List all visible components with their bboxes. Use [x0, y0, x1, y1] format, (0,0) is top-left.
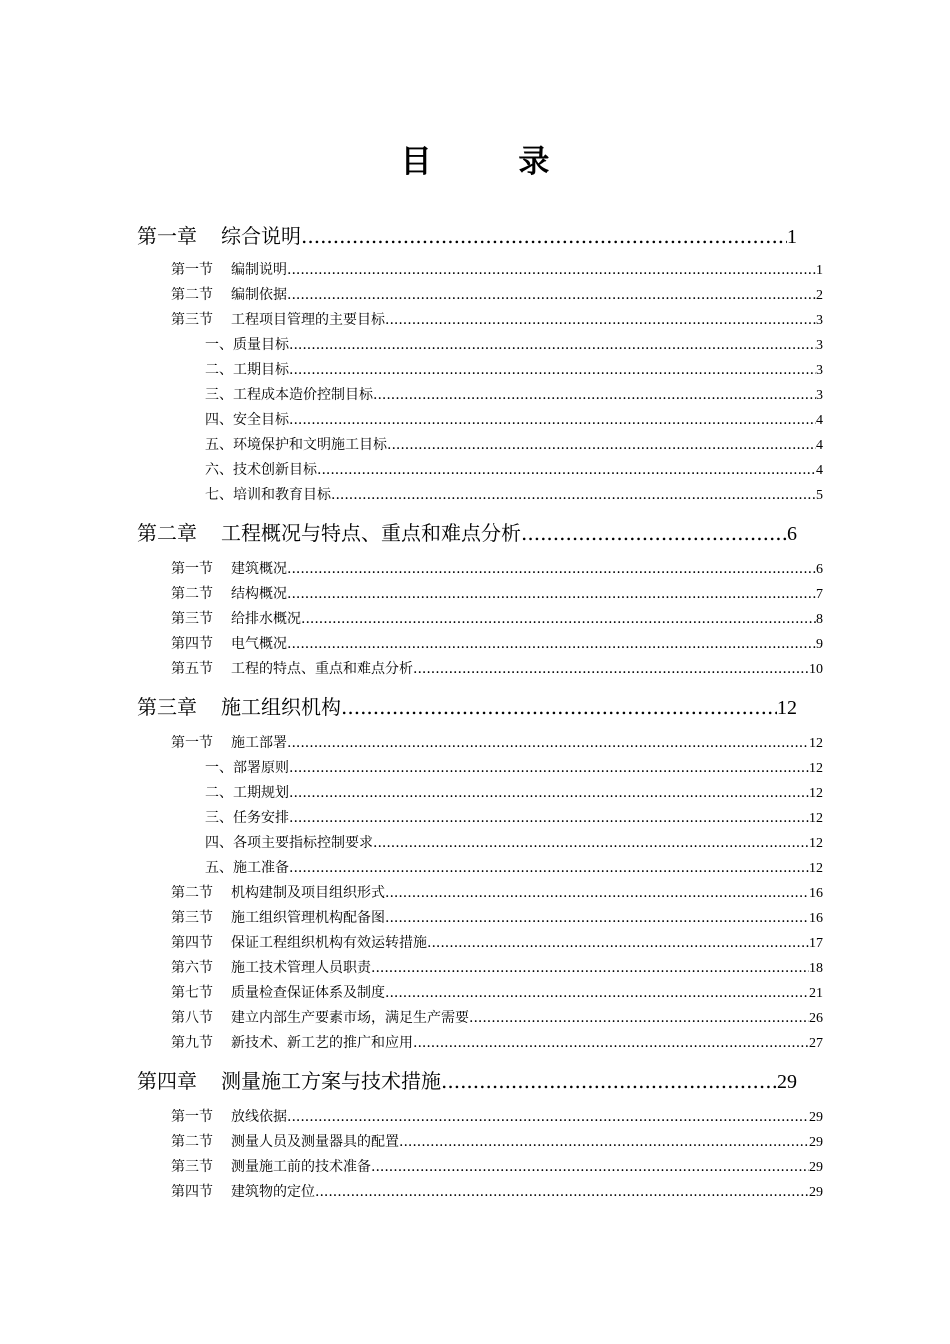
dot-leader: [341, 693, 777, 721]
toc-entry-number: 第三节: [171, 910, 213, 926]
dot-leader: [385, 883, 809, 903]
toc-entry-title: 施工组织管理机构配备图: [231, 910, 385, 926]
toc-entry-title: 新技术、新工艺的推广和应用: [231, 1035, 413, 1051]
toc-entry-number: 第二节: [171, 287, 213, 303]
toc-entry-number: 第一节: [171, 561, 213, 577]
toc-entry-page: 29: [809, 1185, 823, 1200]
toc-entry-title: 四、各项主要指标控制要求: [205, 835, 373, 851]
toc-entry-title: 编制依据: [231, 287, 287, 303]
toc-entry-title: 测量人员及测量器具的配置: [231, 1134, 399, 1150]
toc-entry-chapter[interactable]: [137, 519, 797, 548]
toc-entry-number: 第三节: [171, 1159, 213, 1175]
toc-entry-number: 第四节: [171, 1184, 213, 1200]
dot-leader: [289, 410, 816, 430]
toc-entry-sub[interactable]: [205, 858, 823, 879]
dot-leader: [469, 1008, 809, 1028]
toc-entry-title: 三、任务安排: [205, 810, 289, 826]
toc-entry-number: 第五节: [171, 661, 213, 677]
toc-entry-section[interactable]: [171, 1033, 823, 1054]
toc-entry-number: 第八节: [171, 1010, 213, 1026]
toc-entry-chapter[interactable]: [137, 693, 797, 722]
dot-leader: [373, 385, 816, 405]
toc-entry-number: 第一节: [171, 262, 213, 278]
dot-leader: [289, 360, 816, 380]
toc-entry-sub[interactable]: [205, 385, 823, 406]
toc-entry-section[interactable]: [171, 634, 823, 655]
toc-entry-sub[interactable]: [205, 758, 823, 779]
toc-entry-page: 12: [777, 697, 797, 719]
toc-entry-page: 1: [787, 226, 797, 248]
toc-entry-number: 第一节: [171, 1109, 213, 1125]
toc-entry-number: 第一节: [171, 735, 213, 751]
toc-entry-sub[interactable]: [205, 833, 823, 854]
toc-entry-number: 第二节: [171, 586, 213, 602]
toc-entry-title: 给排水概况: [231, 611, 301, 627]
toc-entry-page: 12: [809, 786, 823, 801]
toc-entry-page: 27: [809, 1036, 823, 1051]
toc-entry-section[interactable]: [171, 1107, 823, 1128]
toc-entry-section[interactable]: [171, 285, 823, 306]
toc-entry-section[interactable]: [171, 1157, 823, 1178]
toc-entry-title: 结构概况: [231, 586, 287, 602]
dot-leader: [289, 335, 816, 355]
dot-leader: [287, 733, 809, 753]
toc-entry-title: 保证工程组织机构有效运转措施: [231, 935, 427, 951]
dot-leader: [287, 285, 816, 305]
toc-entry-section[interactable]: [171, 1182, 823, 1203]
toc-entry-title: 测量施工前的技术准备: [231, 1159, 371, 1175]
toc-entry-page: 3: [816, 363, 823, 378]
toc-entry-title: 一、部署原则: [205, 760, 289, 776]
toc-entry-page: 12: [809, 836, 823, 851]
dot-leader: [399, 1132, 809, 1152]
dot-leader: [373, 833, 809, 853]
toc-entry-title: 建筑物的定位: [231, 1184, 315, 1200]
toc-entry-section[interactable]: [171, 933, 823, 954]
toc-entry-title: 二、工期目标: [205, 362, 289, 378]
toc-entry-title: 一、质量目标: [205, 337, 289, 353]
dot-leader: [289, 858, 809, 878]
dot-leader: [287, 634, 816, 654]
dot-leader: [371, 1157, 809, 1177]
toc-entry-sub[interactable]: [205, 485, 823, 506]
toc-entry-sub[interactable]: [205, 360, 823, 381]
dot-leader: [301, 222, 787, 250]
toc-entry-title: 质量检查保证体系及制度: [231, 985, 385, 1001]
page-title: 目 录: [400, 144, 588, 180]
toc-entry-title: 五、环境保护和文明施工目标: [205, 437, 387, 453]
toc-entry-title: 建筑概况: [231, 561, 287, 577]
toc-entry-page: 5: [816, 488, 823, 503]
toc-entry-section[interactable]: [171, 958, 823, 979]
toc-entry-page: 7: [816, 587, 823, 602]
toc-entry-page: 12: [809, 811, 823, 826]
toc-entry-section[interactable]: [171, 584, 823, 605]
toc-entry-chapter[interactable]: [137, 1067, 797, 1096]
toc-entry-number: 第四章: [137, 1069, 197, 1093]
toc-entry-number: 第四节: [171, 636, 213, 652]
toc-entry-title: 工程的特点、重点和难点分析: [231, 661, 413, 677]
dot-leader: [287, 559, 816, 579]
toc-entry-number: 第七节: [171, 985, 213, 1001]
toc-entry-title: 工程概况与特点、重点和难点分析: [221, 521, 521, 545]
toc-entry-chapter[interactable]: [137, 222, 797, 251]
toc-entry-page: 6: [787, 523, 797, 545]
toc-entry-title: 放线依据: [231, 1109, 287, 1125]
dot-leader: [301, 609, 816, 629]
dot-leader: [521, 519, 787, 547]
toc-entry-section[interactable]: [171, 1132, 823, 1153]
toc-entry-number: 第一章: [137, 224, 197, 248]
toc-entry-title: 工程项目管理的主要目标: [231, 312, 385, 328]
dot-leader: [289, 808, 809, 828]
toc-entry-page: 4: [816, 413, 823, 428]
dot-leader: [385, 983, 809, 1003]
toc-entry-number: 第六节: [171, 960, 213, 976]
toc-entry-page: 10: [809, 662, 823, 677]
dot-leader: [385, 908, 809, 928]
toc-entry-number: 第四节: [171, 935, 213, 951]
toc-entry-title: 机构建制及项目组织形式: [231, 885, 385, 901]
toc-entry-section[interactable]: [171, 733, 823, 754]
toc-entry-page: 12: [809, 761, 823, 776]
toc-entry-section[interactable]: [171, 1008, 823, 1029]
dot-leader: [317, 460, 816, 480]
dot-leader: [287, 260, 816, 280]
dot-leader: [413, 1033, 809, 1053]
toc-entry-page: 8: [816, 612, 823, 627]
toc-entry-number: 第二章: [137, 521, 197, 545]
toc-entry-page: 18: [809, 961, 823, 976]
dot-leader: [441, 1067, 777, 1095]
toc-entry-title: 施工组织机构: [221, 695, 341, 719]
toc-entry-number: 第三节: [171, 312, 213, 328]
toc-entry-page: 29: [809, 1135, 823, 1150]
toc-entry-section[interactable]: [171, 983, 823, 1004]
toc-entry-sub[interactable]: [205, 335, 823, 356]
toc-entry-title: 电气概况: [231, 636, 287, 652]
toc-entry-page: 29: [809, 1160, 823, 1175]
toc-entry-title: 四、安全目标: [205, 412, 289, 428]
toc-entry-number: 第三章: [137, 695, 197, 719]
toc-entry-number: 第二节: [171, 885, 213, 901]
toc-entry-title: 施工技术管理人员职责: [231, 960, 371, 976]
toc-entry-page: 1: [816, 263, 823, 278]
dot-leader: [371, 958, 809, 978]
toc-entry-page: 12: [809, 736, 823, 751]
toc-entry-page: 3: [816, 388, 823, 403]
toc-entry-page: 3: [816, 338, 823, 353]
toc-entry-section[interactable]: [171, 883, 823, 904]
toc-entry-title: 施工部署: [231, 735, 287, 751]
toc-entry-page: 4: [816, 463, 823, 478]
toc-entry-title: 三、工程成本造价控制目标: [205, 387, 373, 403]
toc-entry-title: 综合说明: [221, 224, 301, 248]
toc-entry-page: 9: [816, 637, 823, 652]
dot-leader: [385, 310, 816, 330]
toc-entry-section[interactable]: [171, 609, 823, 630]
dot-leader: [289, 783, 809, 803]
toc-entry-sub[interactable]: [205, 460, 823, 481]
dot-leader: [387, 435, 816, 455]
toc-entry-page: 21: [809, 986, 823, 1001]
toc-entry-title: 二、工期规划: [205, 785, 289, 801]
toc-entry-page: 6: [816, 562, 823, 577]
toc-entry-section[interactable]: [171, 559, 823, 580]
toc-entry-page: 29: [809, 1110, 823, 1125]
dot-leader: [331, 485, 816, 505]
toc-entry-title: 建立内部生产要素市场，满足生产需要: [231, 1010, 469, 1026]
toc-entry-sub[interactable]: [205, 435, 823, 456]
dot-leader: [289, 758, 809, 778]
toc-entry-page: 29: [777, 1071, 797, 1093]
toc-entry-title: 测量施工方案与技术措施: [221, 1069, 441, 1093]
toc-entry-title: 五、施工准备: [205, 860, 289, 876]
toc-entry-number: 第二节: [171, 1134, 213, 1150]
toc-entry-number: 第三节: [171, 611, 213, 627]
toc-entry-page: 2: [816, 288, 823, 303]
toc-entry-page: 16: [809, 911, 823, 926]
toc-entry-page: 12: [809, 861, 823, 876]
toc-entry-page: 26: [809, 1011, 823, 1026]
toc-entry-page: 17: [809, 936, 823, 951]
toc-entry-sub[interactable]: [205, 808, 823, 829]
toc-entry-title: 编制说明: [231, 262, 287, 278]
toc-entry-section[interactable]: [171, 659, 823, 680]
dot-leader: [427, 933, 809, 953]
toc-entry-section[interactable]: [171, 310, 823, 331]
dot-leader: [287, 1107, 809, 1127]
toc-entry-title: 七、培训和教育目标: [205, 487, 331, 503]
dot-leader: [287, 584, 816, 604]
toc-entry-sub[interactable]: [205, 410, 823, 431]
toc-entry-section[interactable]: [171, 908, 823, 929]
toc-entry-sub[interactable]: [205, 783, 823, 804]
toc-entry-section[interactable]: [171, 260, 823, 281]
toc-entry-page: 3: [816, 313, 823, 328]
dot-leader: [315, 1182, 809, 1202]
dot-leader: [413, 659, 809, 679]
toc-entry-number: 第九节: [171, 1035, 213, 1051]
toc-entry-title: 六、技术创新目标: [205, 462, 317, 478]
toc-entry-page: 4: [816, 438, 823, 453]
toc-entry-page: 16: [809, 886, 823, 901]
